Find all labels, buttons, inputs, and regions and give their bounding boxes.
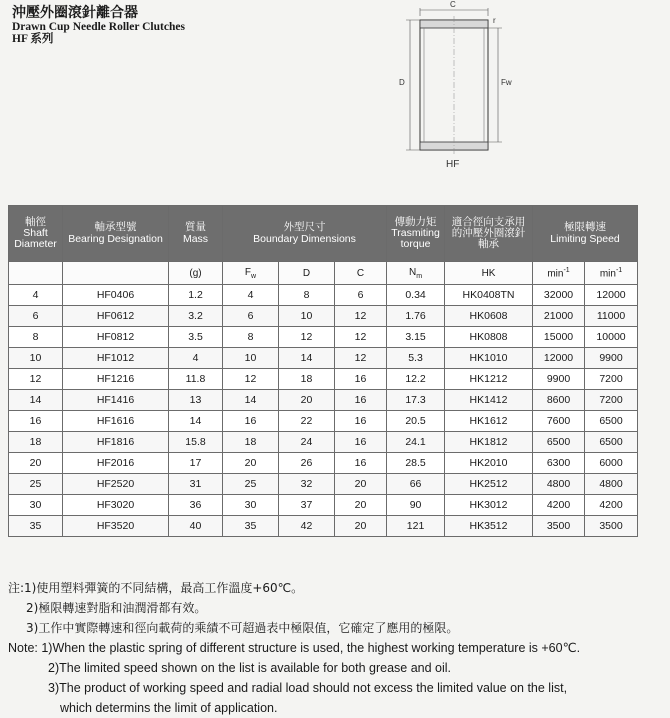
- header-hk-bearing: [445, 206, 533, 262]
- cell-d: 12: [279, 327, 335, 348]
- cell-bearing-designation: HF2520: [63, 474, 169, 495]
- cell-shaft-diameter: 25: [9, 474, 63, 495]
- cell-fw: 20: [223, 453, 279, 474]
- cell-bearing-designation: HF3020: [63, 495, 169, 516]
- cell-fw: 18: [223, 432, 279, 453]
- cell-shaft-diameter: 14: [9, 390, 63, 411]
- header-hk-bearing-zh: 適合徑向支承用的沖壓外圈滾針軸承: [451, 215, 526, 251]
- cell-c: 12: [335, 348, 387, 369]
- cell-shaft-diameter: 20: [9, 453, 63, 474]
- header-torque: [387, 206, 445, 262]
- unit-speed-1: [533, 262, 585, 285]
- table-body: [9, 285, 638, 537]
- table-row: [9, 390, 638, 411]
- cell-bearing-designation: HF0612: [63, 306, 169, 327]
- cell-d: 42: [279, 516, 335, 537]
- cell-torque: 66: [387, 474, 445, 495]
- table-units-row: [9, 262, 638, 285]
- cell-torque: 1.76: [387, 306, 445, 327]
- cell-hk-bearing: HK2512: [445, 474, 533, 495]
- header-limiting-speed-en: Limiting Speed: [550, 232, 620, 245]
- cell-c: 16: [335, 432, 387, 453]
- title-chinese: 沖壓外圈滾針離合器: [12, 5, 138, 21]
- unit-hk: HK: [445, 262, 533, 285]
- table-row: [9, 348, 638, 369]
- cell-speed-oil: 9900: [585, 348, 638, 369]
- unit-speed-1-main: min: [547, 268, 564, 280]
- cell-fw: 16: [223, 411, 279, 432]
- cell-d: 37: [279, 495, 335, 516]
- cell-d: 20: [279, 390, 335, 411]
- cell-speed-oil: 10000: [585, 327, 638, 348]
- cell-mass: 13: [169, 390, 223, 411]
- cell-c: 12: [335, 327, 387, 348]
- note-zh-1: 注:1)使用塑料彈簧的不同結構，最高工作溫度+60℃。: [8, 581, 304, 595]
- cell-c: 12: [335, 306, 387, 327]
- cell-hk-bearing: HK1812: [445, 432, 533, 453]
- unit-c: C: [335, 262, 387, 285]
- cell-d: 14: [279, 348, 335, 369]
- header-mass: [169, 206, 223, 262]
- cell-d: 18: [279, 369, 335, 390]
- header-boundary-dimensions: [223, 206, 387, 262]
- cell-torque: 121: [387, 516, 445, 537]
- header-shaft-diameter-zh: 軸徑: [25, 215, 46, 228]
- header-mass-zh: 質量: [185, 221, 206, 234]
- header-torque-zh: 傳動力矩: [394, 215, 437, 228]
- cell-mass: 40: [169, 516, 223, 537]
- notes-section: [8, 578, 663, 718]
- unit-fw: [223, 262, 279, 285]
- cell-c: 16: [335, 453, 387, 474]
- cell-mass: 1.2: [169, 285, 223, 306]
- cell-mass: 3.5: [169, 327, 223, 348]
- unit-speed-1-sup: -1: [563, 266, 570, 274]
- table-row: [9, 411, 638, 432]
- cell-c: 16: [335, 390, 387, 411]
- header-boundary-dimensions-en: Boundary Dimensions: [253, 232, 356, 245]
- cell-speed-grease: 12000: [533, 348, 585, 369]
- cell-torque: 28.5: [387, 453, 445, 474]
- cell-fw: 25: [223, 474, 279, 495]
- header-shaft-diameter: [9, 206, 63, 262]
- diagram-label-r: r: [493, 16, 496, 25]
- cell-torque: 17.3: [387, 390, 445, 411]
- header-mass-en: Mass: [182, 232, 209, 245]
- cell-hk-bearing: HK2010: [445, 453, 533, 474]
- cell-bearing-designation: HF0406: [63, 285, 169, 306]
- cell-mass: 14: [169, 411, 223, 432]
- header-limiting-speed: [533, 206, 638, 262]
- cell-bearing-designation: HF1816: [63, 432, 169, 453]
- header-bearing-designation-en: Bearing Designation: [68, 232, 163, 245]
- cell-shaft-diameter: 4: [9, 285, 63, 306]
- header-bearing-designation-zh: 軸承型號: [94, 221, 137, 234]
- cell-shaft-diameter: 8: [9, 327, 63, 348]
- unit-d: D: [279, 262, 335, 285]
- cell-speed-grease: 15000: [533, 327, 585, 348]
- cell-shaft-diameter: 30: [9, 495, 63, 516]
- cell-fw: 30: [223, 495, 279, 516]
- cell-mass: 15.8: [169, 432, 223, 453]
- table-header-row: [9, 206, 638, 262]
- cell-fw: 35: [223, 516, 279, 537]
- title-series: HF 系列: [12, 32, 54, 45]
- note-en-3b: which determins the limit of application.: [60, 701, 278, 715]
- table-row: [9, 369, 638, 390]
- cell-shaft-diameter: 16: [9, 411, 63, 432]
- cell-d: 32: [279, 474, 335, 495]
- cell-fw: 4: [223, 285, 279, 306]
- cell-speed-grease: 6500: [533, 432, 585, 453]
- diagram-caption: HF: [446, 159, 460, 170]
- cell-torque: 5.3: [387, 348, 445, 369]
- cell-torque: 12.2: [387, 369, 445, 390]
- cell-mass: 17: [169, 453, 223, 474]
- header-bearing-designation: [63, 206, 169, 262]
- cell-speed-grease: 4200: [533, 495, 585, 516]
- cell-mass: 4: [169, 348, 223, 369]
- title-english: Drawn Cup Needle Roller Clutches: [12, 20, 185, 33]
- cell-shaft-diameter: 12: [9, 369, 63, 390]
- cell-c: 16: [335, 369, 387, 390]
- cell-speed-oil: 7200: [585, 369, 638, 390]
- header-limiting-speed-zh: 極限轉速: [564, 221, 607, 234]
- cell-d: 10: [279, 306, 335, 327]
- cell-bearing-designation: HF0812: [63, 327, 169, 348]
- unit-shaft: [9, 262, 63, 285]
- cell-hk-bearing: HK0608: [445, 306, 533, 327]
- cell-bearing-designation: HF2016: [63, 453, 169, 474]
- cell-torque: 24.1: [387, 432, 445, 453]
- cell-speed-grease: 3500: [533, 516, 585, 537]
- cell-hk-bearing: HK3012: [445, 495, 533, 516]
- table-row: [9, 306, 638, 327]
- cell-mass: 36: [169, 495, 223, 516]
- cell-fw: 12: [223, 369, 279, 390]
- header-shaft-diameter-en: Shaft Diameter: [14, 226, 57, 251]
- bearing-drawing: [396, 2, 516, 174]
- cell-speed-oil: 6500: [585, 411, 638, 432]
- cell-fw: 14: [223, 390, 279, 411]
- unit-speed-2-sup: -1: [615, 266, 623, 274]
- cell-mass: 31: [169, 474, 223, 495]
- title-block: [12, 6, 185, 45]
- note-en-1: Note: 1)When the plastic spring of different structure is used, the highest working temperature is +60℃.: [8, 641, 581, 655]
- cell-speed-oil: 4800: [585, 474, 638, 495]
- cell-speed-oil: 6000: [585, 453, 638, 474]
- cell-d: 26: [279, 453, 335, 474]
- table-row: [9, 327, 638, 348]
- unit-torque-sub: m: [416, 272, 423, 280]
- cell-fw: 10: [223, 348, 279, 369]
- cell-speed-oil: 12000: [585, 285, 638, 306]
- cell-hk-bearing: HK1010: [445, 348, 533, 369]
- cell-speed-grease: 7600: [533, 411, 585, 432]
- cell-torque: 3.15: [387, 327, 445, 348]
- unit-fw-sub: w: [251, 272, 257, 280]
- unit-torque: [387, 262, 445, 285]
- cell-fw: 8: [223, 327, 279, 348]
- cell-bearing-designation: HF1216: [63, 369, 169, 390]
- cell-d: 8: [279, 285, 335, 306]
- cell-speed-grease: 9900: [533, 369, 585, 390]
- cell-hk-bearing: HK0408TN: [445, 285, 533, 306]
- unit-speed-2: [585, 262, 638, 285]
- cell-fw: 6: [223, 306, 279, 327]
- diagram-label-fw: Fw: [501, 78, 512, 87]
- cell-c: 20: [335, 495, 387, 516]
- cell-mass: 3.2: [169, 306, 223, 327]
- diagram-label-c: C: [450, 0, 456, 9]
- cell-hk-bearing: HK1412: [445, 390, 533, 411]
- cell-speed-grease: 8600: [533, 390, 585, 411]
- table-row: [9, 495, 638, 516]
- unit-designation: [63, 262, 169, 285]
- cell-bearing-designation: HF1616: [63, 411, 169, 432]
- table-row: [9, 516, 638, 537]
- unit-fw-main: F: [244, 266, 252, 278]
- cell-speed-grease: 6300: [533, 453, 585, 474]
- specification-table: [8, 205, 638, 537]
- cell-bearing-designation: HF3520: [63, 516, 169, 537]
- cell-torque: 0.34: [387, 285, 445, 306]
- cell-hk-bearing: HK0808: [445, 327, 533, 348]
- table-row: [9, 432, 638, 453]
- cell-speed-oil: 7200: [585, 390, 638, 411]
- cell-shaft-diameter: 18: [9, 432, 63, 453]
- cell-speed-oil: 11000: [585, 306, 638, 327]
- cell-hk-bearing: HK1212: [445, 369, 533, 390]
- cell-shaft-diameter: 10: [9, 348, 63, 369]
- table-row: [9, 474, 638, 495]
- cell-mass: 11.8: [169, 369, 223, 390]
- cell-shaft-diameter: 35: [9, 516, 63, 537]
- cell-speed-oil: 4200: [585, 495, 638, 516]
- cell-c: 20: [335, 474, 387, 495]
- cell-c: 20: [335, 516, 387, 537]
- cell-torque: 90: [387, 495, 445, 516]
- cell-speed-grease: 32000: [533, 285, 585, 306]
- unit-torque-main: N: [408, 266, 417, 278]
- bearing-cross-section-diagram: [396, 2, 516, 174]
- cell-c: 6: [335, 285, 387, 306]
- cell-speed-grease: 4800: [533, 474, 585, 495]
- unit-mass: (g): [169, 262, 223, 285]
- note-en-2: 2)The limited speed shown on the list is available for both grease and oil.: [48, 661, 452, 675]
- table-row: [9, 453, 638, 474]
- unit-speed-2-main: min: [599, 268, 616, 280]
- cell-torque: 20.5: [387, 411, 445, 432]
- cell-bearing-designation: HF1012: [63, 348, 169, 369]
- note-en-3a: 3)The product of working speed and radial load should not excess the limited value on the list,: [48, 681, 568, 695]
- cell-hk-bearing: HK1612: [445, 411, 533, 432]
- cell-c: 16: [335, 411, 387, 432]
- header-torque-en: Trasmiting torque: [391, 226, 440, 251]
- table-row: [9, 285, 638, 306]
- cell-speed-grease: 21000: [533, 306, 585, 327]
- cell-hk-bearing: HK3512: [445, 516, 533, 537]
- cell-speed-oil: 3500: [585, 516, 638, 537]
- cell-speed-oil: 6500: [585, 432, 638, 453]
- cell-shaft-diameter: 6: [9, 306, 63, 327]
- cell-d: 22: [279, 411, 335, 432]
- cell-d: 24: [279, 432, 335, 453]
- cell-bearing-designation: HF1416: [63, 390, 169, 411]
- diagram-label-d: D: [399, 78, 405, 87]
- header-boundary-dimensions-zh: 外型尺寸: [283, 221, 326, 234]
- note-zh-2: 2)極限轉速對脂和油潤滑都有效。: [26, 601, 207, 615]
- note-zh-3: 3)工作中實際轉速和徑向載荷的乘績不可超過表中極限值，它確定了應用的極限。: [26, 621, 459, 635]
